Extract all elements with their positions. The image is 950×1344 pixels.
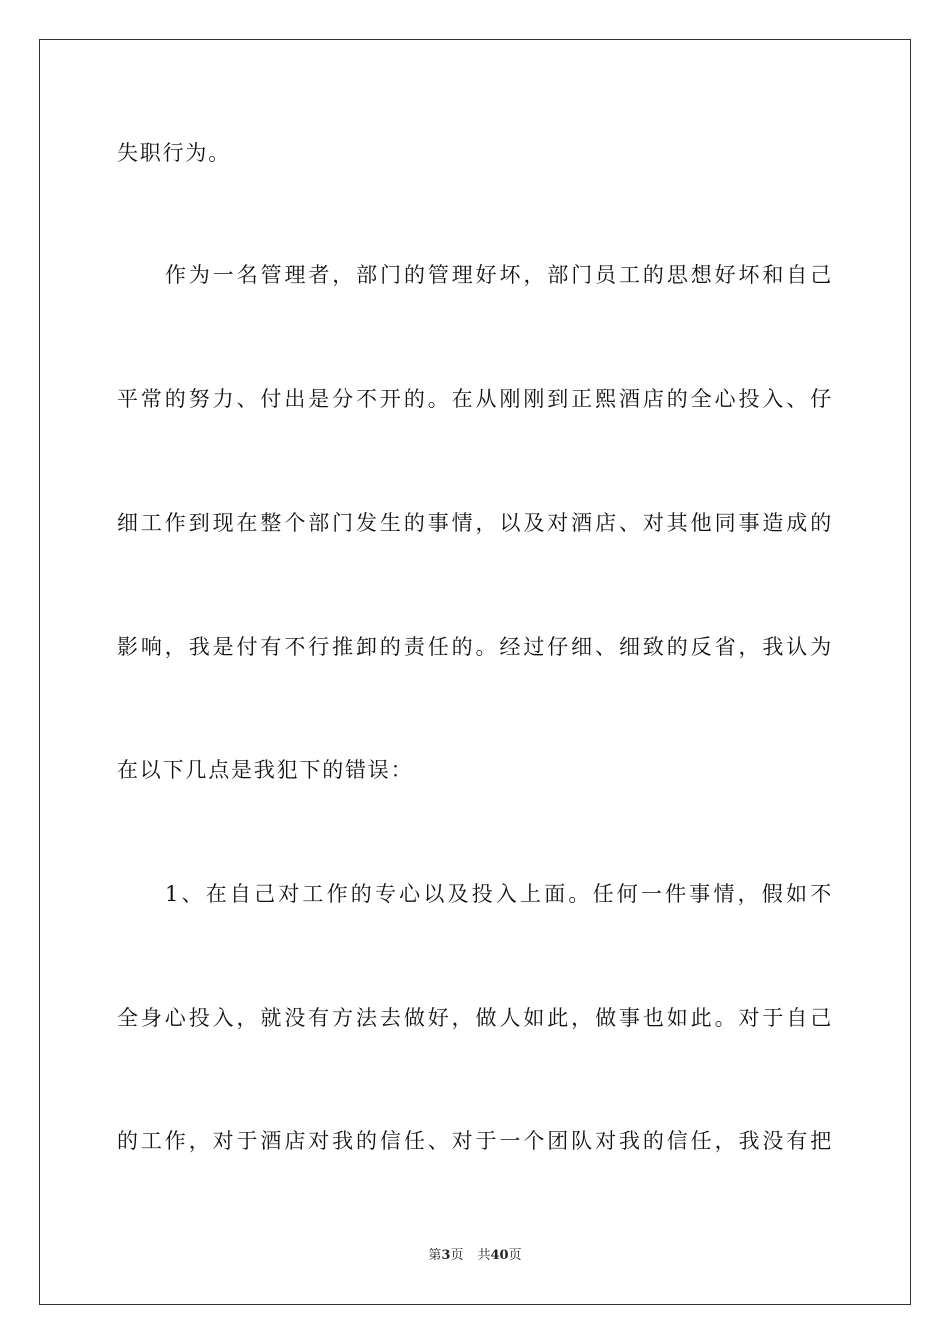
text-line: 的工作，对于酒店对我的信任、对于一个团队对我的信任，我没有把 — [117, 1129, 833, 1153]
text-line: 全身心投入，就没有方法去做好，做人如此，做事也如此。对于自己 — [117, 1006, 833, 1030]
text-line: 平常的努力、付出是分不开的。在从刚刚到正熙酒店的全心投入、仔 — [117, 387, 833, 411]
total-prefix: 共 — [477, 1248, 491, 1263]
page-suffix: 页 — [450, 1248, 464, 1263]
text-line: 细工作到现在整个部门发生的事情，以及对酒店、对其他同事造成的 — [117, 511, 833, 535]
paragraph-start-line: 作为一名管理者，部门的管理好坏，部门员工的思想好坏和自己 — [165, 263, 833, 287]
paragraph-start-line: 1、在自己对工作的专心以及投入上面。任何一件事情，假如不 — [165, 882, 833, 906]
page-border — [39, 39, 911, 1305]
page-footer — [0, 1248, 950, 1264]
page-number: 3 — [441, 1248, 451, 1263]
text-line: 影响，我是付有不行推卸的责任的。经过仔细、细致的反省，我认为 — [117, 635, 833, 659]
total-suffix: 页 — [508, 1248, 522, 1263]
total-pages: 40 — [490, 1248, 509, 1263]
page-prefix: 第 — [428, 1248, 442, 1263]
text-line: 在以下几点是我犯下的错误： — [117, 758, 414, 782]
text-line: 失职行为。 — [117, 141, 231, 165]
